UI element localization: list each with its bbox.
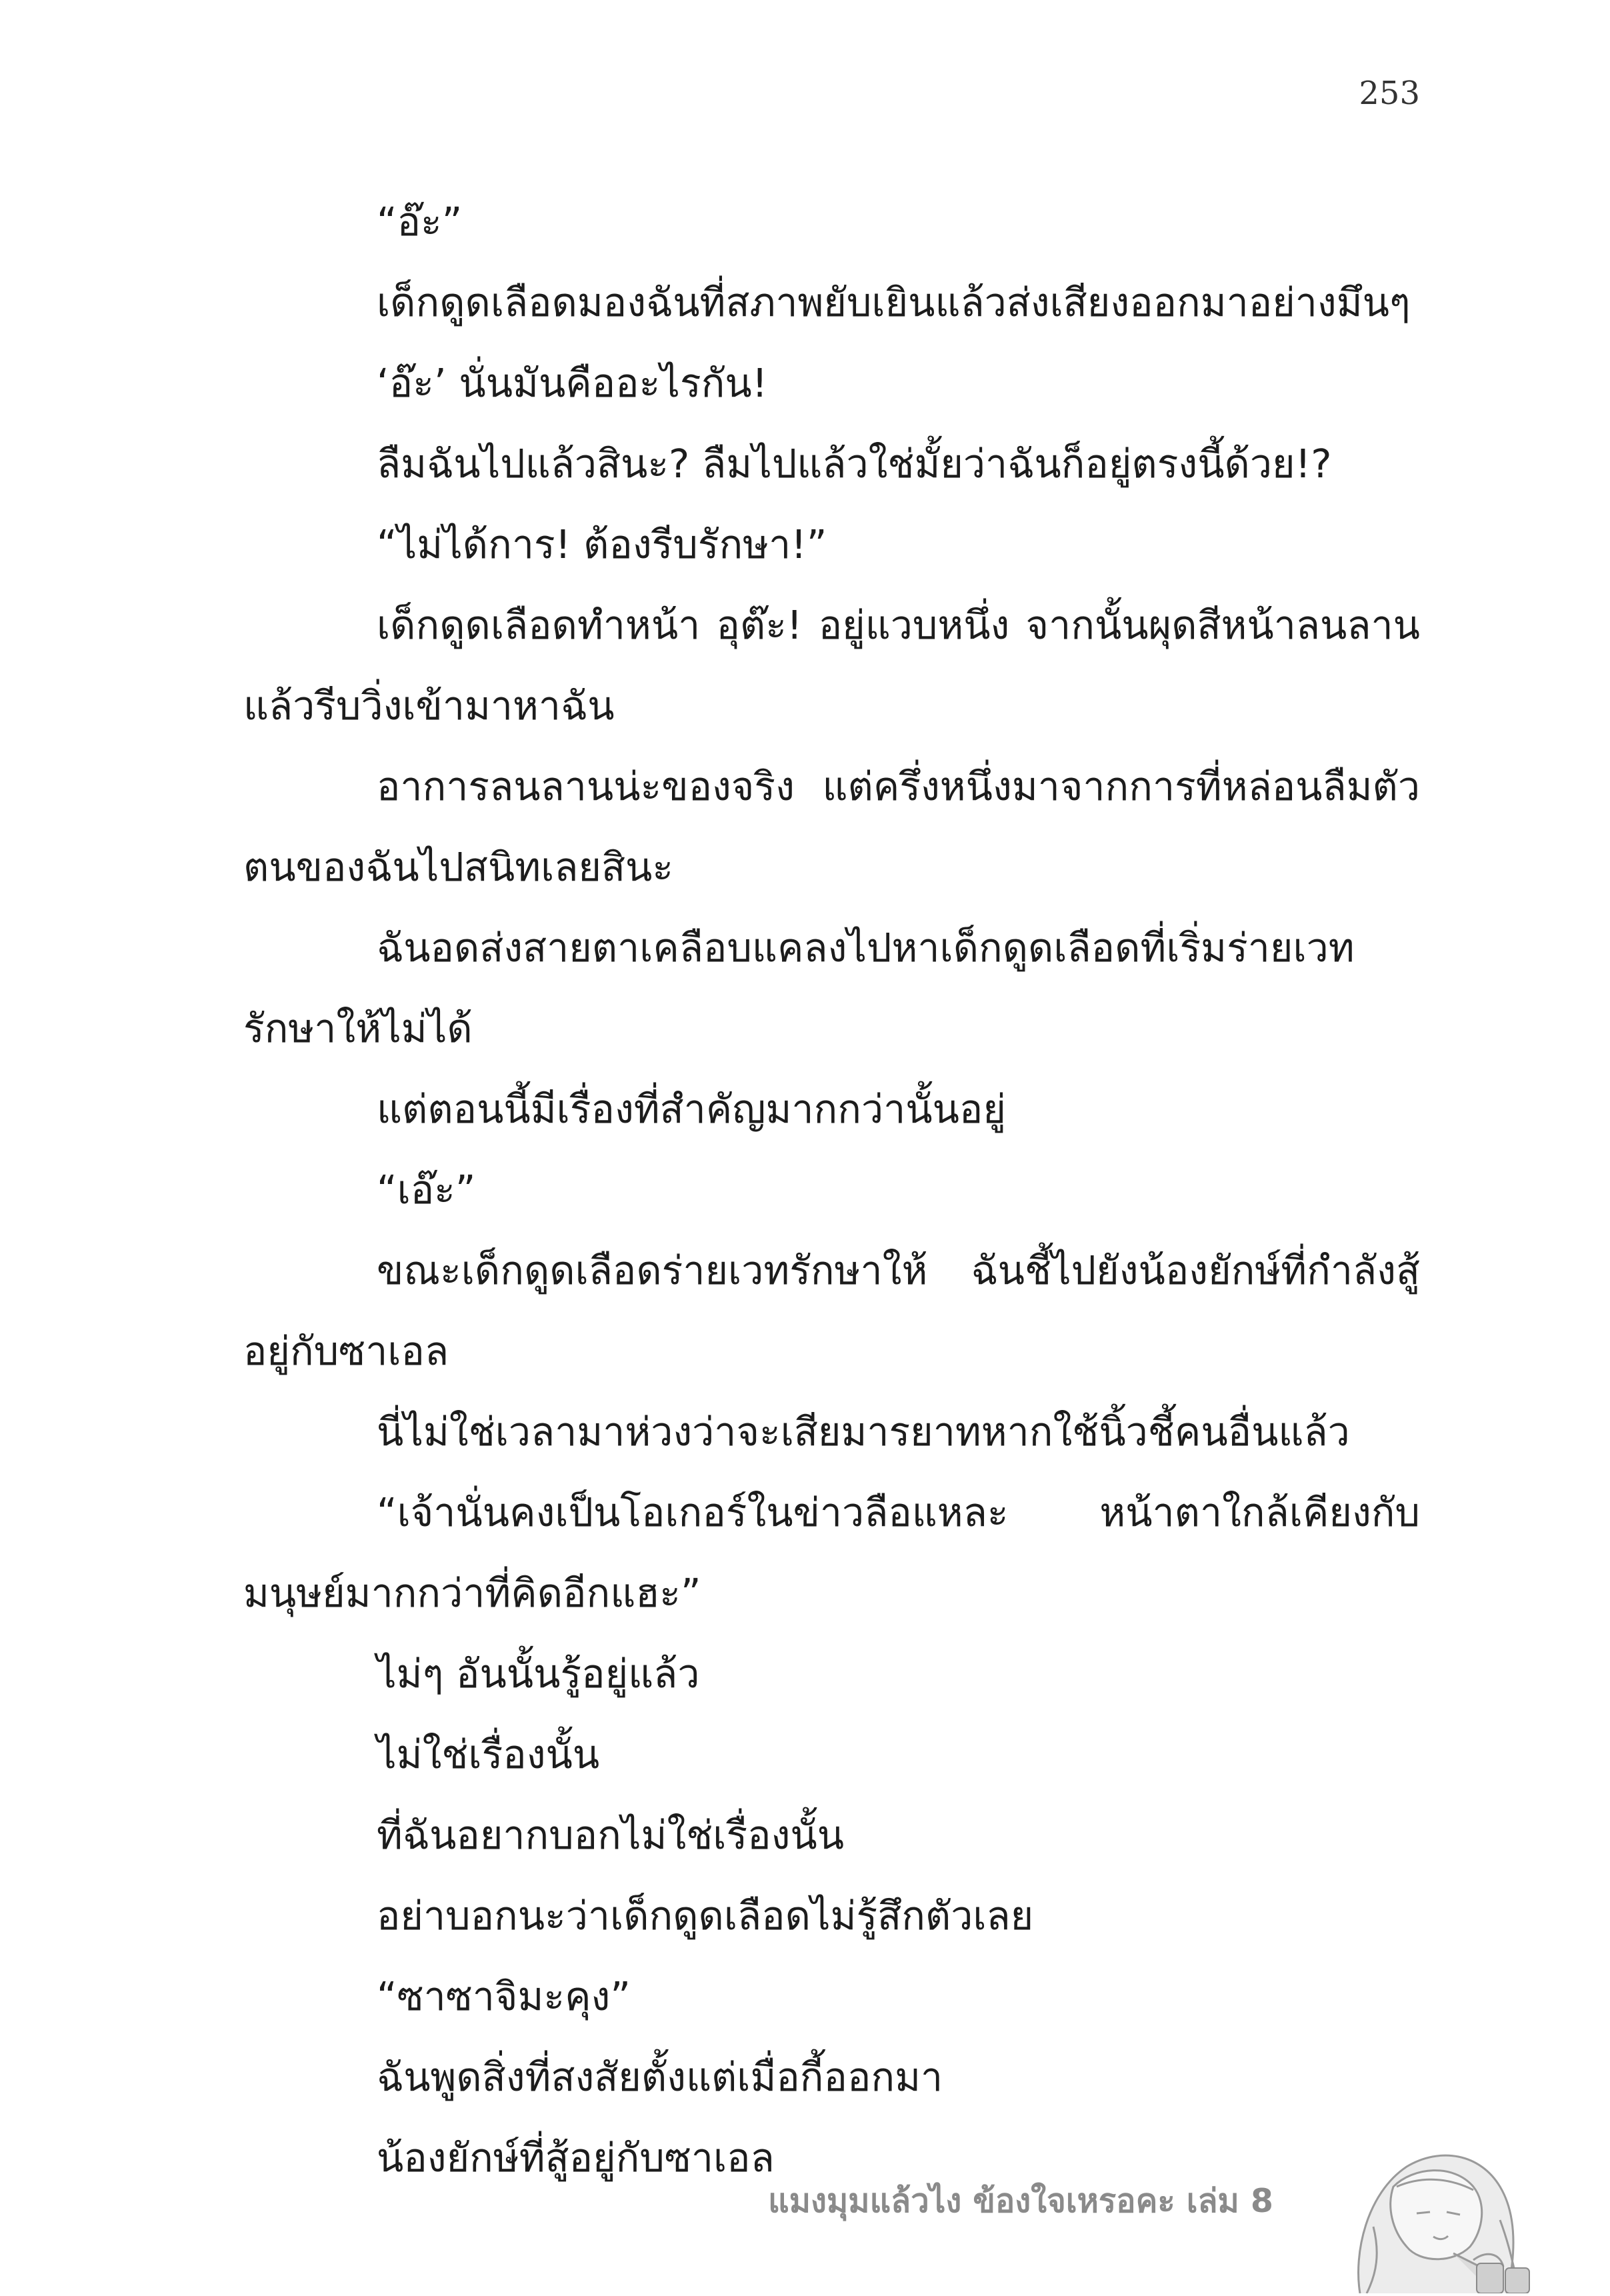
paragraph: แต่ตอนนี้มีเรื่องที่สำคัญมากกว่านั้นอยู่ [377, 1086, 1006, 1132]
paragraph: ลืมฉันไปแล้วสินะ? ลืมไปแล้วใช่มั้ยว่าฉันก็อยู่ตรงนี้ด้วย!? [377, 441, 1332, 487]
paragraph: เด็กดูดเลือดมองฉันที่สภาพยับเยินแล้วส่งเสียงออกมาอย่างมึนๆ [377, 279, 1411, 325]
paragraph: “ไม่ได้การ! ต้องรีบรักษา!” [377, 521, 827, 567]
paragraph: ฉันอดส่งสายตาเคลือบแคลงไปหาเด็กดูดเลือดที่เริ่มร่ายเวทรักษาให้ไม่ได้ [243, 925, 1355, 1051]
paragraph: ฉันพูดสิ่งที่สงสัยตั้งแต่เมื่อกี้ออกมา [377, 2054, 943, 2100]
paragraph: “อ๊ะ” [377, 199, 463, 245]
paragraph: เด็กดูดเลือดทำหน้า อุต๊ะ! อยู่แวบหนึ่ง จากนั้นผุดสีหน้าลนลานแล้วรีบวิ่งเข้ามาหาฉัน [243, 602, 1420, 729]
paragraph: ขณะเด็กดูดเลือดร่ายเวทรักษาให้ ฉันชี้ไปยังน้องยักษ์ที่กำลังสู้อยู่กับซาเอล [243, 1247, 1420, 1374]
paragraph: “เอ๊ะ” [377, 1167, 476, 1213]
paragraph: ไม่ๆ อันนั้นรู้อยู่แล้ว [377, 1651, 700, 1697]
body-text [243, 181, 1420, 2198]
paragraph: อย่าบอกนะว่าเด็กดูดเลือดไม่รู้สึกตัวเลย [377, 1893, 1034, 1939]
footer-book-title: แมงมุมแล้วไง ข้องใจเหรอคะ เล่ม 8 [768, 2182, 1273, 2220]
paragraph: น้องยักษ์ที่สู้อยู่กับซาเอล [377, 2135, 775, 2181]
page-number: 253 [1359, 75, 1420, 112]
paragraph: อาการลนลานน่ะของจริง แต่ครึ่งหนึ่งมาจากการที่หล่อนลืมตัวตนของฉันไปสนิทเลยสินะ [243, 763, 1420, 890]
paragraph: “เจ้านั่นคงเป็นโอเกอร์ในข่าวลือแหละ หน้าตาใกล้เคียงกับมนุษย์มากกว่าที่คิดอีกแฮะ” [243, 1489, 1420, 1616]
paragraph: ที่ฉันอยากบอกไม่ใช่เรื่องนั้น [377, 1812, 845, 1858]
paragraph: นี่ไม่ใช่เวลามาห่วงว่าจะเสียมารยาทหากใช้นิ้วชี้คนอื่นแล้ว [377, 1409, 1350, 1455]
paragraph: ‘อ๊ะ’ นั่นมันคืออะไรกัน! [377, 360, 768, 406]
character-illustration [1280, 2093, 1560, 2293]
paragraph: ไม่ใช่เรื่องนั้น [377, 1731, 600, 1777]
paragraph: “ซาซาจิมะคุง” [377, 1973, 631, 2019]
